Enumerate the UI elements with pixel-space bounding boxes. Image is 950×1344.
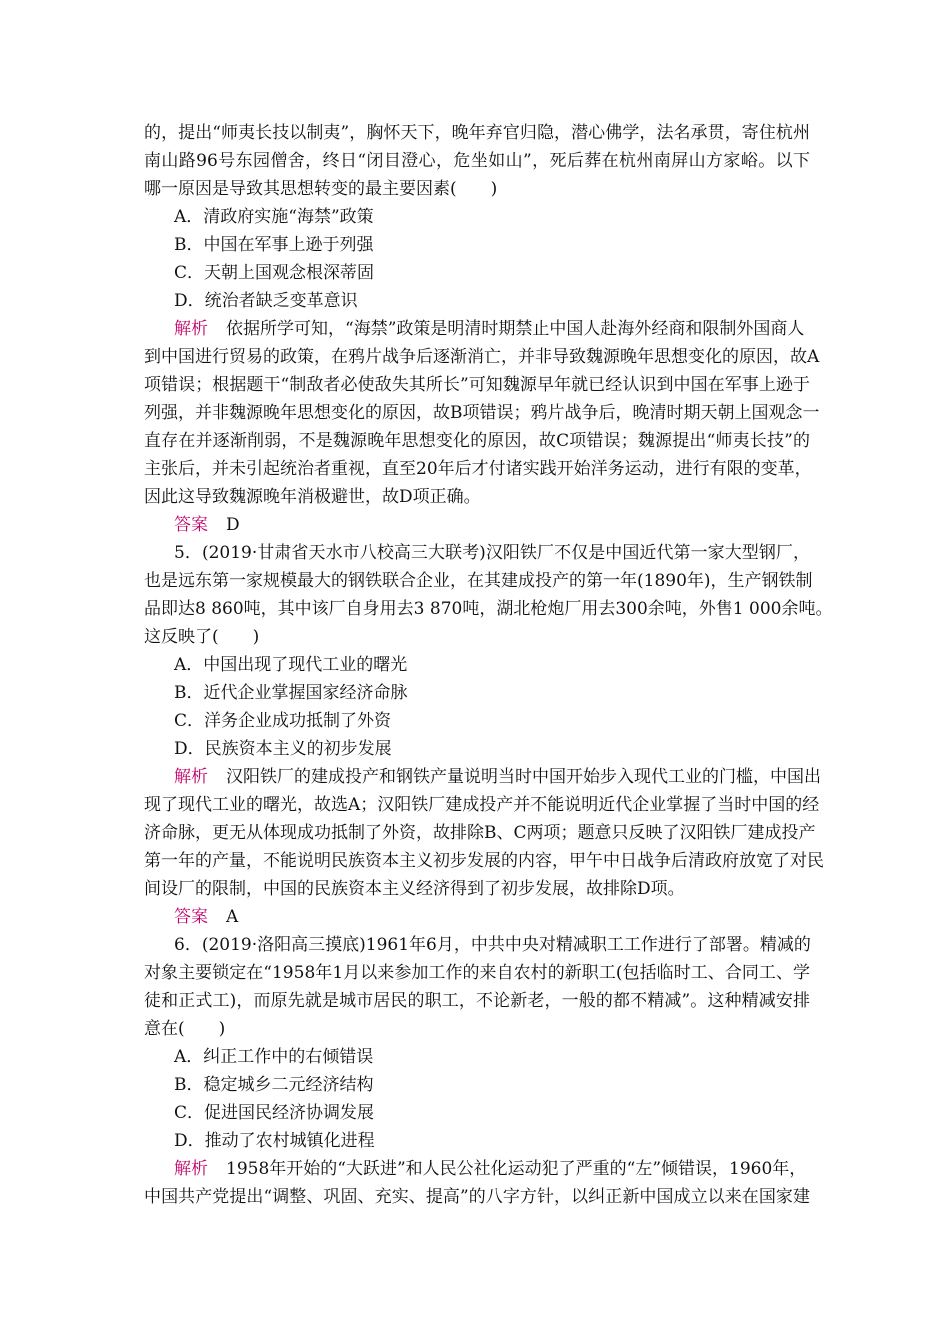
q6-analysis-line-2: 中国共产党提出“调整、巩固、充实、提高”的八字方针，以纠正新中国成立以来在国家建	[144, 1187, 810, 1207]
q4-analysis-label: 解析	[174, 319, 208, 339]
q4-option-d: D．统治者缺乏变革意识	[174, 291, 358, 311]
q4-analysis-line-5: 直存在并逐渐削弱，不是魏源晚年思想变化的原因，故C项错误；魏源提出“师夷长技”的	[144, 431, 810, 451]
q4-analysis-line-2: 到中国进行贸易的政策，在鸦片战争后逐渐消亡，并非导致魏源晚年思想变化的原因，故A	[144, 347, 820, 367]
q5-analysis-line-1: 解析 汉阳铁厂的建成投产和钢铁产量说明当时中国开始步入现代工业的门槛，中国出	[174, 767, 821, 787]
q5-analysis-line-3: 济命脉，更无从体现成功抵制了外资，故排除B、C两项；题意只反映了汉阳铁厂建成投产	[144, 823, 816, 843]
q4-option-b: B．中国在军事上逊于列强	[174, 235, 374, 255]
q4-analysis-line-3: 项错误；根据题干“制敌者必使敌失其所长”可知魏源早年就已经认识到中国在军事上逊于	[144, 375, 810, 395]
q5-stem-line-3: 品即达8 860吨，其中该厂自身用去3 870吨，湖北枪炮厂用去300余吨，外售1 000余吨。	[144, 599, 833, 619]
q5-answer-label: 答案	[174, 907, 208, 927]
q5-analysis-label: 解析	[174, 767, 208, 787]
q5-option-b: B．近代企业掌握国家经济命脉	[174, 683, 408, 703]
q5-option-d: D．民族资本主义的初步发展	[174, 739, 392, 759]
q4-analysis-line-6: 主张后，并未引起统治者重视，直至20年后才付诸实践开始洋务运动，进行有限的变革，	[144, 459, 812, 479]
q5-stem-line-4: 这反映了( )	[144, 627, 260, 647]
q6-option-a: A．纠正工作中的右倾错误	[174, 1047, 374, 1067]
q4-answer-label: 答案	[174, 515, 208, 535]
q4-stem-line-1: 的，提出“师夷长技以制夷”，胸怀天下，晚年弃官归隐，潜心佛学，法名承贯，寄住杭州	[144, 123, 810, 143]
q4-option-a: A．清政府实施“海禁”政策	[174, 207, 374, 227]
q5-answer-value: A	[226, 907, 239, 927]
q6-stem-line-3: 徒和正式工)，而原先就是城市居民的职工，不论新老，一般的都不精减”。这种精减安排	[144, 991, 810, 1011]
q4-analysis-line-1: 解析 依据所学可知，“海禁”政策是明清时期禁止中国人赴海外经商和限制外国商人	[174, 319, 805, 339]
q5-analysis-line-4: 第一年的产量，不能说明民族资本主义初步发展的内容，甲午中日战争后清政府放宽了对民	[144, 851, 824, 871]
q6-analysis-line-1: 解析 1958年开始的“大跃进”和人民公社化运动犯了严重的“左”倾错误，1960年，	[174, 1159, 807, 1179]
q4-analysis-line-7: 因此这导致魏源晚年消极避世，故D项正确。	[144, 487, 481, 507]
q6-option-d: D．推动了农村城镇化进程	[174, 1131, 375, 1151]
q5-analysis-line-5: 间设厂的限制，中国的民族资本主义经济得到了初步发展，故排除D项。	[144, 879, 685, 899]
q6-analysis-label: 解析	[174, 1159, 208, 1179]
q5-stem-line-2: 也是远东第一家规模最大的钢铁联合企业，在其建成投产的第一年(1890年)，生产钢铁制	[144, 571, 813, 591]
q4-option-c: C．天朝上国观念根深蒂固	[174, 263, 375, 283]
q4-analysis-line-4: 列强，并非魏源晚年思想变化的原因，故B项错误；鸦片战争后，晚清时期天朝上国观念一	[144, 403, 820, 423]
q4-answer	[174, 514, 240, 536]
q6-option-c: C．促进国民经济协调发展	[174, 1103, 375, 1123]
q4-stem-line-3: 哪一原因是导致其思想转变的最主要因素( )	[144, 179, 498, 199]
q5-option-a: A．中国出现了现代工业的曙光	[174, 655, 408, 675]
q6-stem-line-4: 意在( )	[144, 1019, 226, 1039]
q4-stem-line-2: 南山路96号东园僧舍，终日“闭目澄心，危坐如山”，死后葬在杭州南屏山方家峪。以下	[144, 151, 810, 171]
q6-stem-line-2: 对象主要锁定在“1958年1月以来参加工作的来自农村的新职工(包括临时工、合同工、学	[144, 963, 810, 983]
q6-option-b: B．稳定城乡二元经济结构	[174, 1075, 374, 1095]
q4-answer-value: D	[226, 515, 240, 535]
q6-stem-line-1: 6．(2019·洛阳高三摸底)1961年6月，中共中央对精减职工工作进行了部署。精减的	[174, 935, 811, 955]
q5-analysis-line-2: 现了现代工业的曙光，故选A；汉阳铁厂建成投产并不能说明近代企业掌握了当时中国的经	[144, 795, 820, 815]
q5-answer	[174, 906, 238, 928]
q5-stem-line-1: 5．(2019·甘肃省天水市八校高三大联考)汉阳铁厂不仅是中国近代第一家大型钢厂，	[174, 543, 810, 563]
q5-option-c: C．洋务企业成功抵制了外资	[174, 711, 392, 731]
